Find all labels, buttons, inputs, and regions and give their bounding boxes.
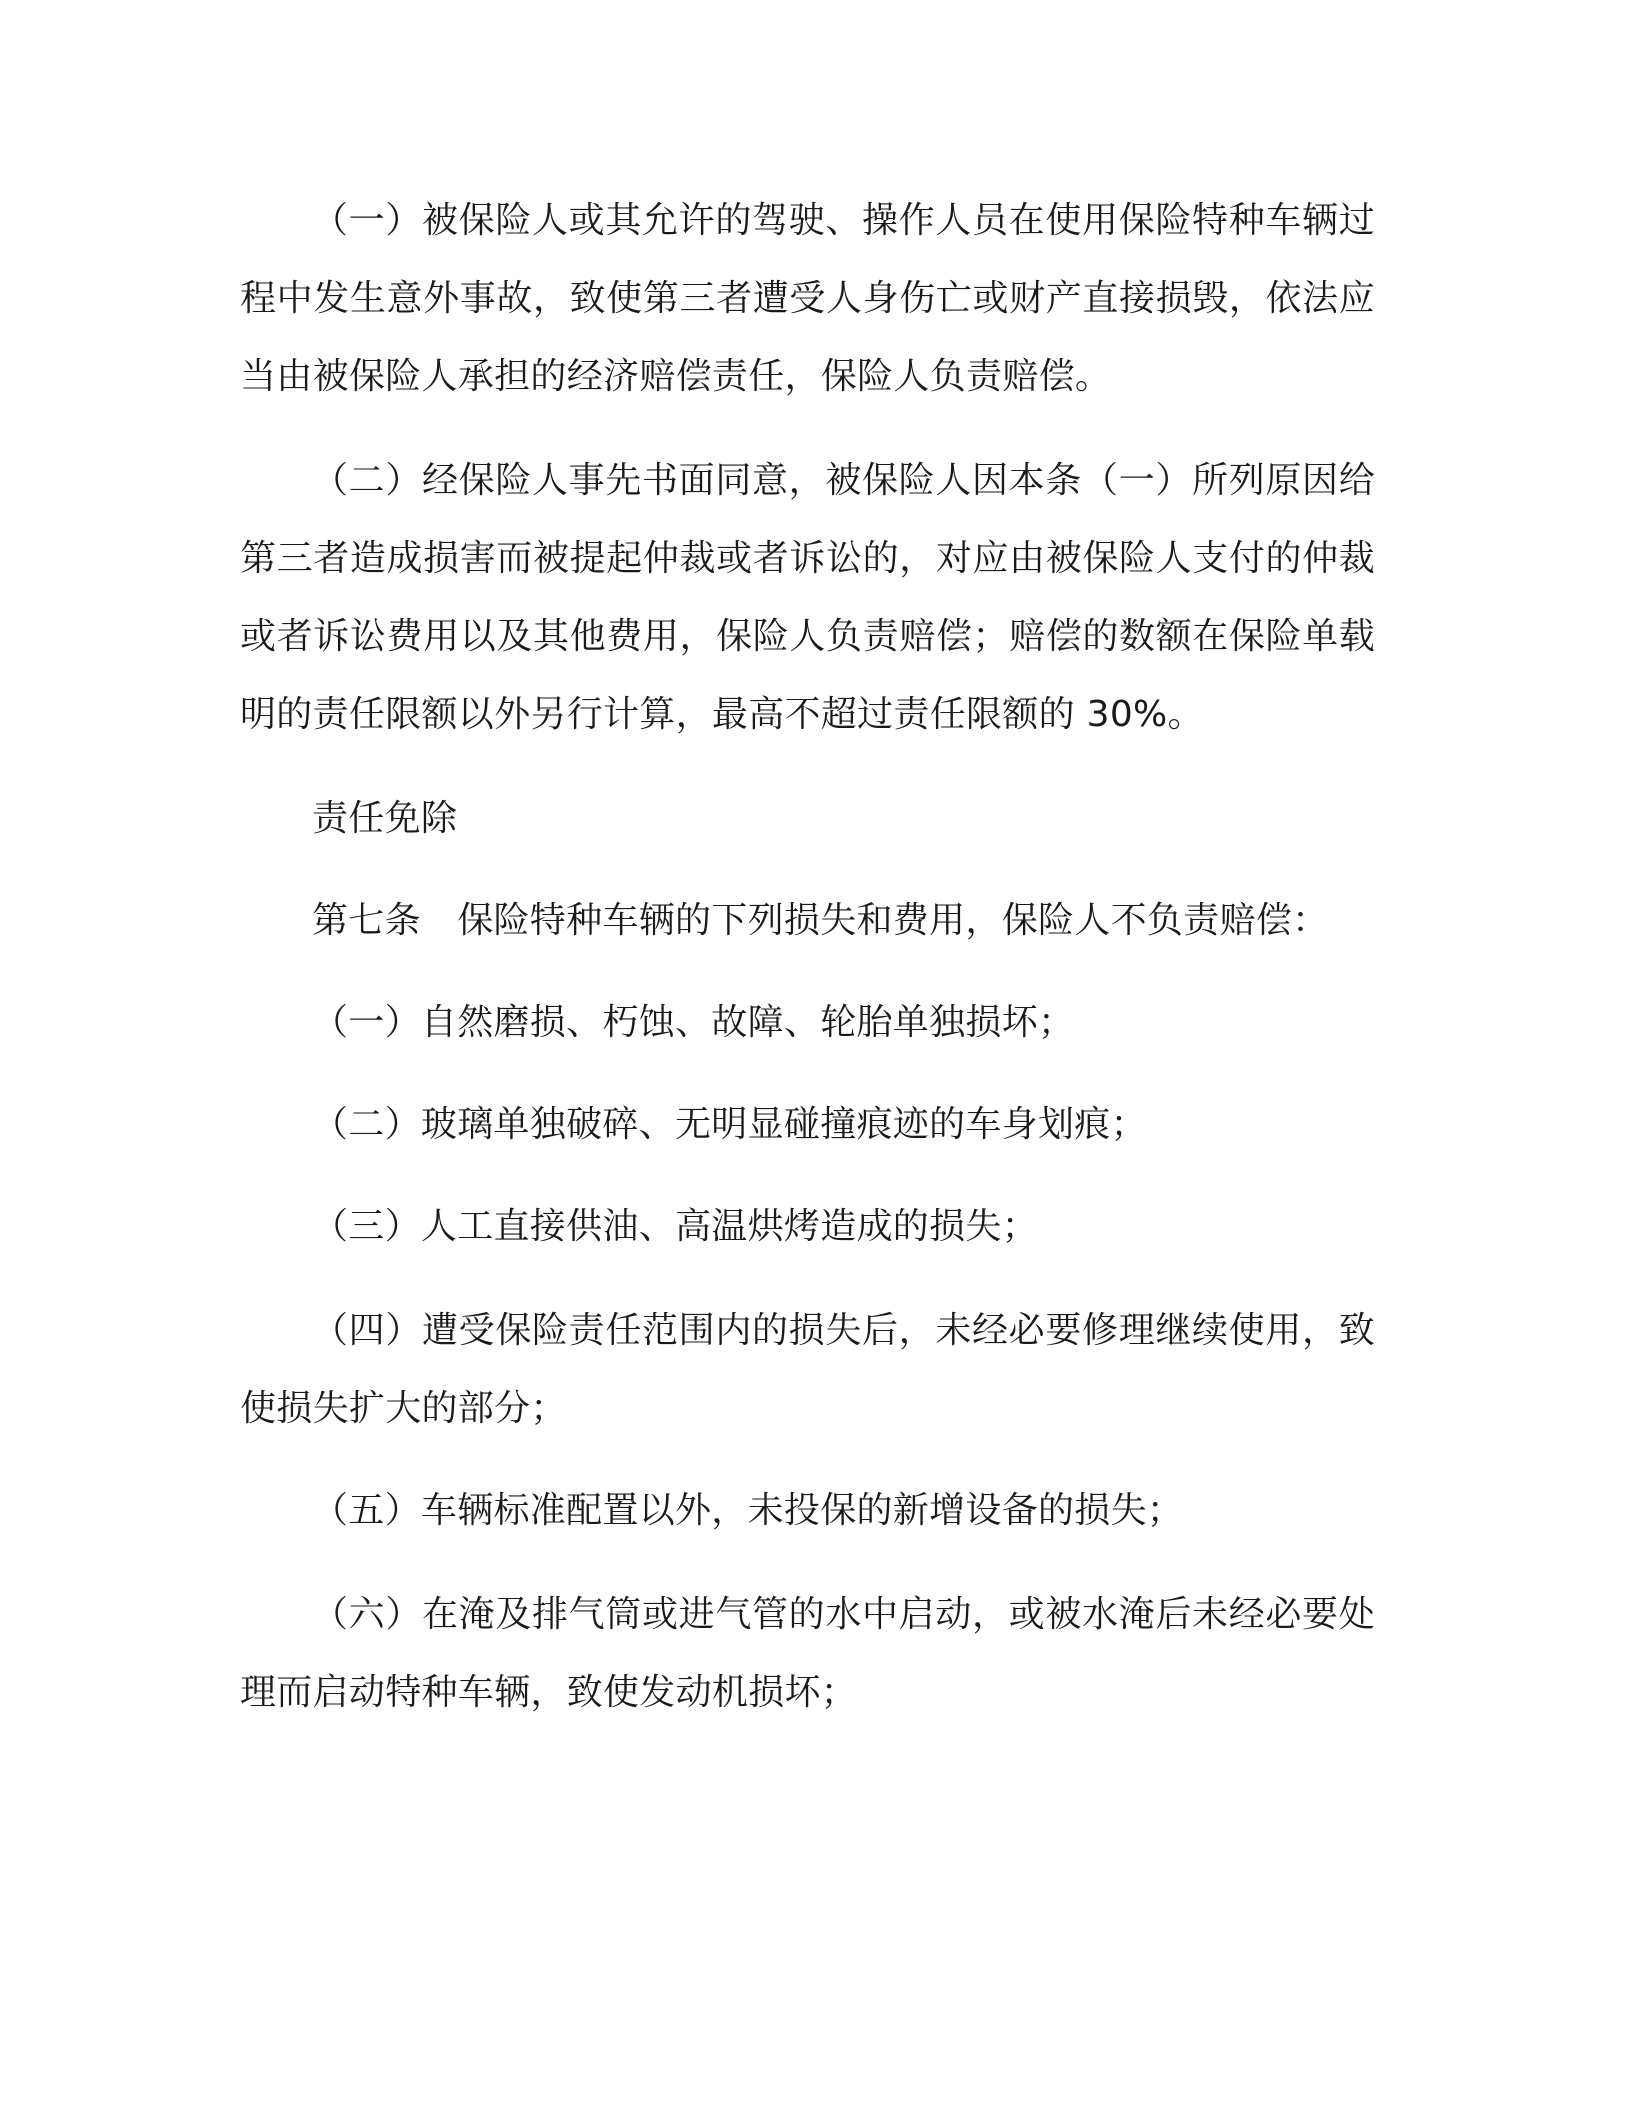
exclusion-item-6: （六）在淹及排气筒或进气管的水中启动，或被水淹后未经必要处理而启动特种车辆，致使发动机损坏； (240, 1594, 1375, 1713)
article-seven: 第七条 保险特种车辆的下列损失和费用，保险人不负责赔偿： (312, 900, 1329, 941)
exclusion-item-4: （四）遭受保险责任范围内的损失后，未经必要修理继续使用，致使损失扩大的部分； (240, 1310, 1375, 1429)
paragraph-liability-1: （一）被保险人或其允许的驾驶、操作人员在使用保险特种车辆过程中发生意外事故，致使第三者遭受人身伤亡或财产直接损毁，依法应当由被保险人承担的经济赔偿责任，保险人负责赔偿。 (240, 200, 1375, 397)
exclusion-item-3: （三）人工直接供油、高温烘烤造成的损失； (312, 1206, 1039, 1247)
exclusion-item-1: （一）自然磨损、朽蚀、故障、轮胎单独损坏； (312, 1002, 1075, 1043)
exclusion-item-2: （二）玻璃单独破碎、无明显碰撞痕迹的车身划痕； (312, 1104, 1147, 1145)
document-body (240, 182, 1375, 1732)
exclusion-item-5: （五）车辆标准配置以外，未投保的新增设备的损失； (312, 1490, 1184, 1531)
paragraph-liability-2: （二）经保险人事先书面同意，被保险人因本条（一）所列原因给第三者造成损害而被提起仲裁或者诉讼的，对应由被保险人支付的仲裁或者诉讼费用以及其他费用，保险人负责赔偿；赔偿的数额在保险单载明的责任限额以外另行计算，最高不超过责任限额的 30%。 (240, 460, 1375, 735)
section-heading-exclusions: 责任免除 (312, 798, 458, 839)
